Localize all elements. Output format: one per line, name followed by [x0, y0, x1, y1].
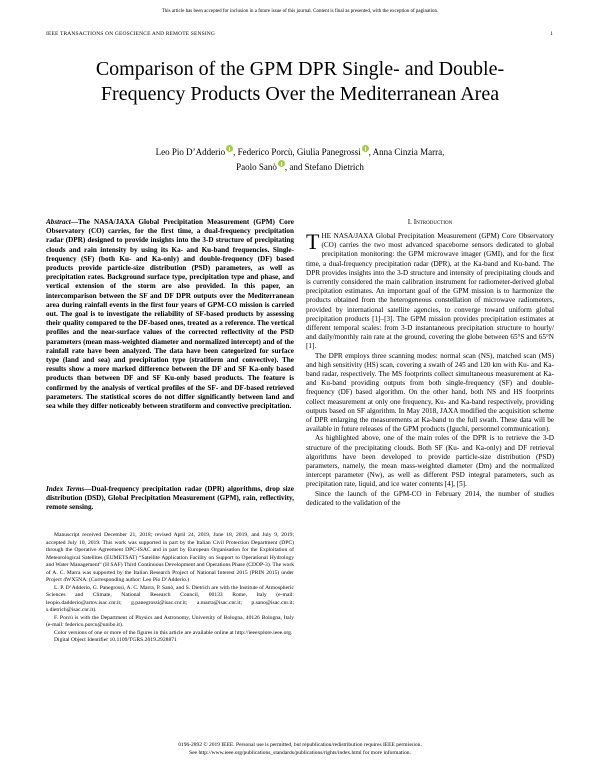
footnote-manuscript: Manuscript received December 21, 2018; revised April 24, 2019, June 18, 2019, and July 9, 2019; accepted July 10, 2019. This work was supported in part by the Italian Civil Protection Department (DPC) through the Operative Agreement DPC-ISAC and in part by European Organisation for the Exploitation of Meteorological Satellites (EUMETSAT) “Satellite Application Facility on Support to Operational Hydrology and Water Management” (H SAF) Third Continuous Development and Operations Phase (CDOP-3). The work of A. C. Marra was supported by the Italian Research Project of National Interest 2015 (PRIN 2015) under Project 4WX5NA. (Corresponding author: Leo Pio D’Adderio.) — [46, 532, 294, 583]
abstract-text: —The NASA/JAXA Global Precipitation Measurement (GPM) Core Observatory (CO) carries, for the first time, a dual-frequency precipitation radar (DPR) designed to provide insights into the 3-D structure of precipitating clouds and rain intensity by using its Ka- and Ku-band frequencies. Single-frequency (SF) (both Ku- and Ka-only) and double-frequency (DF) based products provide particle-size distribution (PSD) parameters, as well as precipitation rates. Background surface type, precipitation type and phase, and vertical extension of the storm are also provided. In this paper, an intercomparison between the SF and DF DPR outputs over the Mediterranean area during rainfall events in the first four years of GPM-CO mission is carried out. The goal is to investigate the reliability of SF-based products by assessing their quality compared to the DF-based ones, treated as a reference. The vertical profiles and the near-surface values of the corrected reflectivity of the PSD parameters (mean mass-weighted diameter and normalized intercept) and of the rainfall rate have been analyzed. The data have been categorized for surface type (land and sea) and precipitation type (stratiform and convective). The results show a more marked difference between the DF and SF Ka-only based products than between DF and SF Ku-only based products. The feature is confirmed by the analysis of vertical profiles of the SF- and DF-based retrieved parameters. The statistical scores do not differ significantly between land and sea while they differ noticeably between stratiform and convective precipitation. — [46, 218, 294, 411]
intro-paragraph: THE NASA/JAXA Global Precipitation Measurement (GPM) Core Observatory (CO) carries the two most advanced spaceborne sensors dedicated to global precipitation monitoring: the GPM microwave imager (GMI), and for the first time, a dual-frequency precipitation radar (DPR), at the Ka-band and Ku-band. The DPR provides insights into the 3-D structure and intensity of precipitating clouds and is currently considered the main calibration instrument for radiometer-derived global precipitation estimates. An important goal of the GPM mission is to harmonize the products obtained from the heterogeneous constellation of microwave radiometers, provided by international satellite agencies, to converge toward uniform global precipitation products [1]–[3]. The GPM mission provides precipitation estimates at different temporal scales: from 3-D instantaneous precipitation structure to hourly/ and daily/monthly rain rate at the ground, covering the globe between 65°S and 65°N [1]. — [306, 229, 554, 351]
copyright-footer — [0, 741, 600, 757]
drop-cap: T — [306, 229, 320, 254]
footnote-doi: Digital Object Identifier 10.1109/TGRS.2019.2928871 — [54, 637, 177, 643]
author-name: , Federico Porcù, Giulia Panegrossi — [233, 147, 361, 157]
intro-paragraph: Since the launch of the GPM-CO in February 2014, the number of studies dedicated to the validation of the — [306, 489, 554, 507]
page-number: 1 — [550, 31, 553, 37]
rights-link-line: See http://www.ieee.org/publications_standards/publications/rights/index.html for more information. — [189, 750, 411, 756]
journal-running-head: IEEE TRANSACTIONS ON GEOSCIENCE AND REMOTE SENSING — [46, 31, 216, 37]
acceptance-notice: This article has been accepted for inclusion in a future issue of this journal. Content is final as presented, with the exception of pagination. — [161, 9, 439, 14]
index-terms-text: —Dual-frequency precipitation radar (DPR) algorithms, drop size distribution (DSD), Global Precipitation Measurement (GPM), rain, reflectivity, remote sensing. — [46, 485, 294, 512]
footnote-color-versions: Color versions of one or more of the figures in this article are available online at http://ieeexplore.ieee.org. — [54, 629, 293, 636]
index-terms-label: Index Terms — [46, 485, 85, 493]
footnote-affiliation: L. P. D’Adderio, G. Panegrossi, A. C. Marra, P. Sanò, and S. Dietrich are with the Institute of Atmospheric Sciences and Climate, National Research Council, 00133 Rome, Italy (e-mail: leopio.dadderio@artov.isac.cnr.it; g.panegrossi@isac.cnr.it; a.marra@isac.cnr.it; p.sano@isac.cnr.it; s.dietrich@isac.cnr.it). — [46, 584, 294, 613]
index-terms — [46, 485, 294, 513]
footnote-affiliation-porcu: F. Porcù is with the Department of Physics and Astronomy, University of Bologna, 40126 Bologna, Italy (e-mail: federico.porcu@unibo.it). — [46, 614, 294, 628]
author-name: , and Stefano Dietrich — [284, 162, 364, 172]
orcid-icon[interactable] — [362, 145, 369, 152]
paper-title: Comparison of the GPM DPR Single- and Double-Frequency Products Over the Mediterranean Area — [95, 58, 505, 105]
copyright-line: 0196-2892 © 2019 IEEE. Personal use is permitted, but republication/redistribution requires IEEE permission. — [178, 742, 422, 748]
author-name: Leo Pio D’Adderio — [155, 147, 226, 157]
intro-paragraph: The DPR employs three scanning modes: normal scan (NS), matched scan (MS) and high sensitivity (HS) scan, covering a swath of 245 and 120 km with Ku- and Ka-band radar, respectively. The MS footprints collect simultaneous measurement at Ka- and Ku-band providing outputs from both single-frequency (SF) and double-frequency (DF) based algorithm. On the other hand, both NS and HS footprints collect measurement at only one frequency, Ku- and Ka-band respectively, providing outputs based on SF algorithm. In May 2018, JAXA modified the acquisition scheme of DPR enlarging the measurements at Ka-band to the full swath. These data will be available in future releases of the GPM products (Iguchi, personnel communication). — [306, 351, 554, 434]
section-heading-introduction: I. Introduction — [407, 218, 453, 226]
author-list — [80, 145, 520, 175]
author-name: Paolo Sanò — [236, 162, 277, 172]
introduction-body — [306, 229, 554, 508]
orcid-icon[interactable] — [278, 160, 285, 167]
intro-paragraph: As highlighted above, one of the main roles of the DPR is to retrieve the 3-D structure of the precipitating clouds. Both SF (Ku- and Ka-only) and DF retrieval algorithms have been developed to provide particle-size distribution (PSD) parameters, namely, the mean mass-weighted diameter (Dm) and the normalized intercept parameter (Nw), as well as different PSD integral parameters, such as precipitation rate, liquid, and ice water contents [4], [5]. — [306, 434, 554, 489]
abstract-label: Abstract — [46, 218, 71, 226]
abstract — [46, 218, 294, 411]
author-name: , Anna Cinzia Marra, — [368, 147, 445, 157]
footnotes — [46, 532, 294, 645]
